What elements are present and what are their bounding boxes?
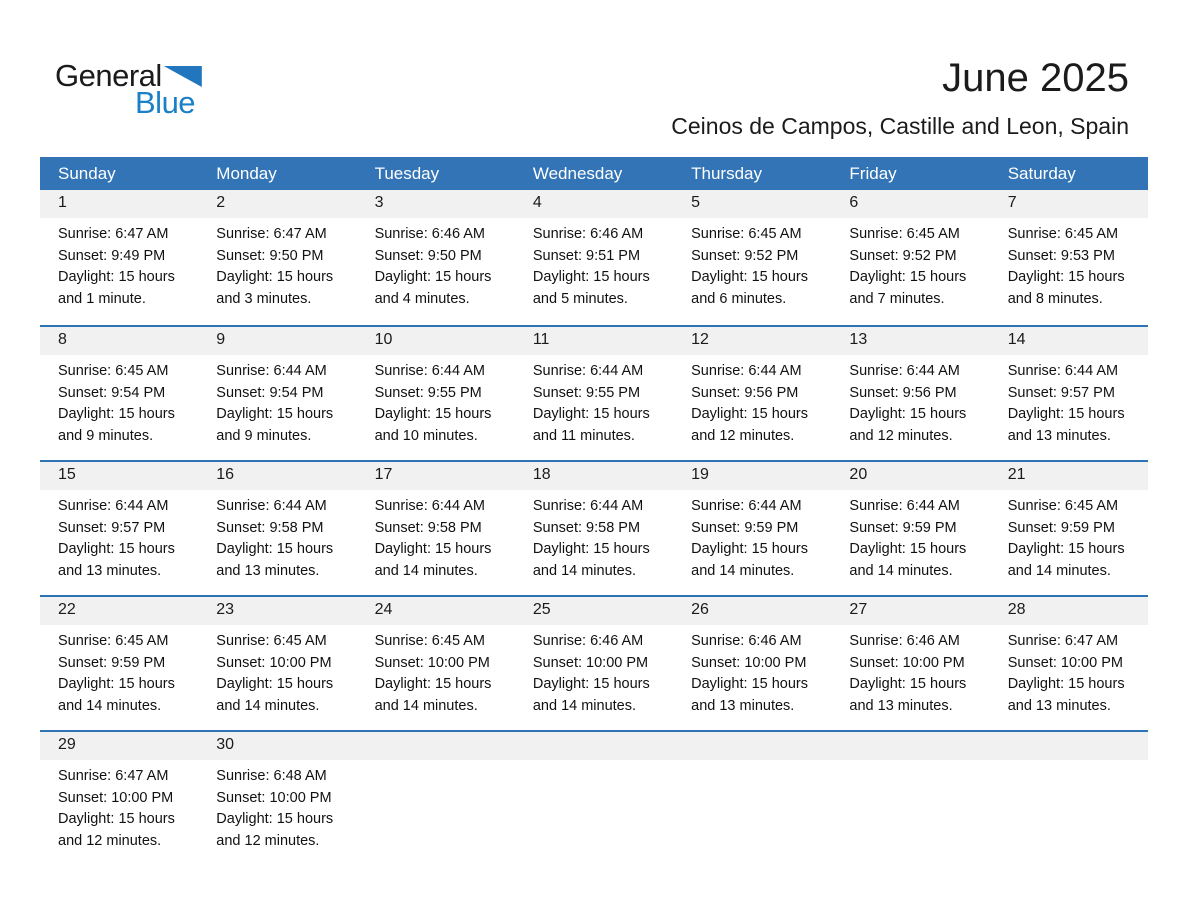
day-cell bbox=[357, 462, 515, 595]
day-info bbox=[990, 355, 1148, 448]
day-number: 8 bbox=[40, 327, 198, 355]
day-number: 4 bbox=[515, 190, 673, 218]
empty-day-cell bbox=[831, 732, 989, 865]
daylight-text-line2: and 14 minutes. bbox=[532, 563, 637, 580]
day-info bbox=[673, 490, 831, 583]
daylight-text-line2: and 14 minutes. bbox=[216, 698, 320, 715]
day-cell bbox=[831, 190, 989, 325]
day-cell bbox=[990, 327, 1148, 460]
day-number: 21 bbox=[990, 462, 1148, 490]
daylight-text-line2: and 14 minutes. bbox=[1007, 563, 1111, 580]
daylight-text-line1: Daylight: 15 hours bbox=[374, 541, 492, 558]
day-cell bbox=[40, 597, 198, 730]
day-number: 10 bbox=[357, 327, 515, 355]
day-number bbox=[990, 732, 1148, 760]
sunset-text: Sunset: 9:57 PM bbox=[1007, 384, 1115, 401]
sunset-text: Sunset: 9:52 PM bbox=[691, 247, 799, 264]
day-info bbox=[515, 625, 673, 718]
daylight-text-line1: Daylight: 15 hours bbox=[216, 676, 334, 693]
daylight-text-line2: and 6 minutes. bbox=[691, 291, 787, 308]
day-info bbox=[357, 625, 515, 718]
sunset-text: Sunset: 9:57 PM bbox=[58, 519, 166, 536]
sunrise-text: Sunrise: 6:47 AM bbox=[216, 226, 327, 242]
day-info bbox=[198, 760, 356, 853]
daylight-text-line1: Daylight: 15 hours bbox=[216, 269, 334, 286]
sunset-text: Sunset: 9:52 PM bbox=[849, 247, 957, 264]
day-info bbox=[198, 625, 356, 718]
sunrise-text: Sunrise: 6:47 AM bbox=[1007, 633, 1119, 649]
daylight-text-line1: Daylight: 15 hours bbox=[532, 406, 650, 423]
sunset-text: Sunset: 10:00 PM bbox=[216, 654, 332, 671]
day-number: 17 bbox=[357, 462, 515, 490]
daylight-text-line2: and 14 minutes. bbox=[58, 698, 162, 715]
daylight-text-line2: and 12 minutes. bbox=[849, 428, 953, 445]
week-row bbox=[40, 730, 1148, 865]
day-info bbox=[198, 355, 356, 448]
calendar-month-title: June 2025 bbox=[942, 56, 1129, 100]
day-info bbox=[40, 490, 198, 583]
sunset-text: Sunset: 9:56 PM bbox=[849, 384, 957, 401]
day-cell bbox=[990, 597, 1148, 730]
sunset-text: Sunset: 9:50 PM bbox=[374, 247, 482, 264]
daylight-text-line2: and 4 minutes. bbox=[374, 291, 470, 308]
day-info bbox=[831, 355, 989, 448]
weekday-sunday: Sunday bbox=[58, 163, 116, 183]
day-cell bbox=[357, 597, 515, 730]
daylight-text-line2: and 12 minutes. bbox=[691, 428, 795, 445]
day-cell bbox=[515, 462, 673, 595]
daylight-text-line1: Daylight: 15 hours bbox=[691, 406, 809, 423]
day-cell bbox=[831, 327, 989, 460]
sunset-text: Sunset: 9:59 PM bbox=[58, 654, 166, 671]
day-info bbox=[831, 490, 989, 583]
daylight-text-line1: Daylight: 15 hours bbox=[216, 541, 334, 558]
day-number: 14 bbox=[990, 327, 1148, 355]
sunrise-text: Sunrise: 6:47 AM bbox=[58, 226, 169, 242]
day-cell bbox=[673, 327, 831, 460]
daylight-text-line2: and 8 minutes. bbox=[1007, 291, 1103, 308]
day-info bbox=[357, 218, 515, 311]
daylight-text-line1: Daylight: 15 hours bbox=[1007, 406, 1125, 423]
day-cell bbox=[198, 327, 356, 460]
daylight-text-line2: and 14 minutes. bbox=[691, 563, 795, 580]
sunset-text: Sunset: 9:58 PM bbox=[532, 519, 641, 536]
day-cell bbox=[990, 190, 1148, 325]
daylight-text-line1: Daylight: 15 hours bbox=[1007, 676, 1125, 693]
day-number: 5 bbox=[673, 190, 831, 218]
day-cell bbox=[40, 327, 198, 460]
day-info bbox=[40, 760, 198, 853]
sunrise-text: Sunrise: 6:44 AM bbox=[58, 498, 169, 514]
sunrise-text: Sunrise: 6:44 AM bbox=[1007, 363, 1119, 379]
day-number: 22 bbox=[40, 597, 198, 625]
daylight-text-line1: Daylight: 15 hours bbox=[58, 269, 175, 286]
day-number: 3 bbox=[357, 190, 515, 218]
sunrise-text: Sunrise: 6:45 AM bbox=[374, 633, 485, 649]
calendar-location-subtitle: Ceinos de Campos, Castille and Leon, Spain bbox=[671, 113, 1129, 139]
sunset-text: Sunset: 9:59 PM bbox=[849, 519, 957, 536]
sunrise-text: Sunrise: 6:45 AM bbox=[58, 633, 169, 649]
logo-triangle-icon bbox=[164, 66, 202, 87]
day-cell bbox=[198, 597, 356, 730]
sunset-text: Sunset: 10:00 PM bbox=[1007, 654, 1123, 671]
daylight-text-line1: Daylight: 15 hours bbox=[58, 406, 175, 423]
daylight-text-line2: and 3 minutes. bbox=[216, 291, 312, 308]
empty-day-cell bbox=[357, 732, 515, 865]
daylight-text-line2: and 9 minutes. bbox=[58, 428, 154, 445]
daylight-text-line1: Daylight: 15 hours bbox=[58, 676, 175, 693]
daylight-text-line2: and 14 minutes. bbox=[532, 698, 637, 715]
sunrise-text: Sunrise: 6:44 AM bbox=[374, 498, 485, 514]
day-number: 25 bbox=[515, 597, 673, 625]
sunrise-text: Sunrise: 6:46 AM bbox=[532, 226, 644, 242]
day-info bbox=[357, 490, 515, 583]
sunset-text: Sunset: 9:59 PM bbox=[1007, 519, 1115, 536]
daylight-text-line1: Daylight: 15 hours bbox=[58, 541, 175, 558]
daylight-text-line2: and 14 minutes. bbox=[849, 563, 953, 580]
day-info bbox=[40, 218, 198, 311]
daylight-text-line1: Daylight: 15 hours bbox=[1007, 541, 1125, 558]
calendar-grid bbox=[40, 157, 1148, 865]
daylight-text-line2: and 13 minutes. bbox=[1007, 698, 1111, 715]
day-cell bbox=[673, 462, 831, 595]
sunset-text: Sunset: 9:53 PM bbox=[1007, 247, 1115, 264]
day-number: 6 bbox=[831, 190, 989, 218]
day-info bbox=[673, 625, 831, 718]
day-number: 20 bbox=[831, 462, 989, 490]
empty-day-cell bbox=[515, 732, 673, 865]
day-info bbox=[198, 490, 356, 583]
day-info bbox=[831, 625, 989, 718]
day-number: 15 bbox=[40, 462, 198, 490]
daylight-text-line2: and 13 minutes. bbox=[691, 698, 795, 715]
daylight-text-line1: Daylight: 15 hours bbox=[849, 406, 967, 423]
daylight-text-line2: and 13 minutes. bbox=[58, 563, 162, 580]
daylight-text-line2: and 7 minutes. bbox=[849, 291, 945, 308]
day-number: 26 bbox=[673, 597, 831, 625]
day-cell bbox=[831, 597, 989, 730]
sunset-text: Sunset: 9:50 PM bbox=[216, 247, 324, 264]
daylight-text-line2: and 13 minutes. bbox=[849, 698, 953, 715]
sunrise-text: Sunrise: 6:44 AM bbox=[849, 498, 960, 514]
daylight-text-line1: Daylight: 15 hours bbox=[532, 541, 650, 558]
sunrise-text: Sunrise: 6:47 AM bbox=[58, 768, 169, 784]
day-number: 27 bbox=[831, 597, 989, 625]
sunrise-text: Sunrise: 6:44 AM bbox=[532, 363, 644, 379]
daylight-text-line2: and 12 minutes. bbox=[58, 833, 162, 850]
logo-text-blue: Blue bbox=[135, 85, 196, 120]
day-cell bbox=[357, 190, 515, 325]
sunrise-text: Sunrise: 6:45 AM bbox=[849, 226, 960, 242]
day-info bbox=[515, 490, 673, 583]
day-number: 7 bbox=[990, 190, 1148, 218]
day-info bbox=[673, 218, 831, 311]
week-row bbox=[40, 595, 1148, 730]
sunrise-text: Sunrise: 6:46 AM bbox=[691, 633, 802, 649]
daylight-text-line2: and 14 minutes. bbox=[374, 563, 478, 580]
daylight-text-line1: Daylight: 15 hours bbox=[216, 406, 334, 423]
day-number: 9 bbox=[198, 327, 356, 355]
sunrise-text: Sunrise: 6:48 AM bbox=[216, 768, 327, 784]
week-row bbox=[40, 190, 1148, 325]
day-cell bbox=[515, 327, 673, 460]
daylight-text-line1: Daylight: 15 hours bbox=[374, 269, 492, 286]
daylight-text-line1: Daylight: 15 hours bbox=[58, 811, 175, 828]
sunrise-text: Sunrise: 6:46 AM bbox=[532, 633, 644, 649]
day-info bbox=[831, 218, 989, 311]
day-info bbox=[515, 355, 673, 448]
day-info bbox=[515, 218, 673, 311]
daylight-text-line1: Daylight: 15 hours bbox=[216, 811, 334, 828]
sunrise-text: Sunrise: 6:44 AM bbox=[691, 498, 802, 514]
day-cell bbox=[831, 462, 989, 595]
sunset-text: Sunset: 10:00 PM bbox=[374, 654, 490, 671]
day-number: 1 bbox=[40, 190, 198, 218]
day-number: 23 bbox=[198, 597, 356, 625]
sunset-text: Sunset: 10:00 PM bbox=[58, 789, 174, 806]
sunrise-text: Sunrise: 6:45 AM bbox=[1007, 226, 1119, 242]
day-info bbox=[673, 355, 831, 448]
day-number bbox=[831, 732, 989, 760]
daylight-text-line1: Daylight: 15 hours bbox=[1007, 269, 1125, 286]
daylight-text-line2: and 11 minutes. bbox=[532, 428, 635, 445]
sunset-text: Sunset: 10:00 PM bbox=[532, 654, 649, 671]
sunrise-text: Sunrise: 6:44 AM bbox=[216, 363, 327, 379]
sunset-text: Sunset: 10:00 PM bbox=[849, 654, 965, 671]
day-info bbox=[40, 625, 198, 718]
day-info bbox=[990, 218, 1148, 311]
day-number: 19 bbox=[673, 462, 831, 490]
day-number: 13 bbox=[831, 327, 989, 355]
daylight-text-line2: and 5 minutes. bbox=[532, 291, 628, 308]
day-cell bbox=[990, 462, 1148, 595]
sunrise-text: Sunrise: 6:44 AM bbox=[532, 498, 644, 514]
sunrise-text: Sunrise: 6:44 AM bbox=[849, 363, 960, 379]
day-number: 29 bbox=[40, 732, 198, 760]
day-cell bbox=[40, 190, 198, 325]
day-number: 30 bbox=[198, 732, 356, 760]
daylight-text-line1: Daylight: 15 hours bbox=[849, 541, 967, 558]
weekday-monday: Monday bbox=[216, 163, 277, 183]
day-number: 11 bbox=[515, 327, 673, 355]
day-info bbox=[990, 625, 1148, 718]
daylight-text-line1: Daylight: 15 hours bbox=[849, 676, 967, 693]
sunset-text: Sunset: 9:58 PM bbox=[216, 519, 324, 536]
day-number: 16 bbox=[198, 462, 356, 490]
daylight-text-line2: and 12 minutes. bbox=[216, 833, 320, 850]
day-number: 12 bbox=[673, 327, 831, 355]
day-cell bbox=[515, 190, 673, 325]
daylight-text-line2: and 10 minutes. bbox=[374, 428, 478, 445]
weekday-saturday: Saturday bbox=[1007, 163, 1076, 183]
day-number: 28 bbox=[990, 597, 1148, 625]
weekday-friday: Friday bbox=[849, 163, 897, 183]
general-blue-logo bbox=[55, 60, 255, 120]
sunset-text: Sunset: 9:51 PM bbox=[532, 247, 641, 264]
sunset-text: Sunset: 10:00 PM bbox=[216, 789, 332, 806]
sunset-text: Sunset: 9:54 PM bbox=[58, 384, 166, 401]
weekday-tuesday: Tuesday bbox=[374, 163, 440, 183]
page-header bbox=[40, 0, 1148, 157]
sunrise-text: Sunrise: 6:45 AM bbox=[1007, 498, 1119, 514]
title-block bbox=[429, 0, 1129, 138]
daylight-text-line1: Daylight: 15 hours bbox=[374, 676, 492, 693]
day-number: 18 bbox=[515, 462, 673, 490]
sunrise-text: Sunrise: 6:44 AM bbox=[216, 498, 327, 514]
daylight-text-line1: Daylight: 15 hours bbox=[691, 541, 809, 558]
sunset-text: Sunset: 9:59 PM bbox=[691, 519, 799, 536]
daylight-text-line2: and 1 minute. bbox=[58, 291, 146, 308]
weekday-header-row bbox=[40, 157, 1148, 190]
daylight-text-line1: Daylight: 15 hours bbox=[374, 406, 492, 423]
day-number bbox=[673, 732, 831, 760]
sunset-text: Sunset: 9:55 PM bbox=[532, 384, 641, 401]
empty-day-cell bbox=[990, 732, 1148, 865]
week-row bbox=[40, 325, 1148, 460]
day-number: 24 bbox=[357, 597, 515, 625]
day-cell bbox=[515, 597, 673, 730]
day-cell bbox=[40, 732, 198, 865]
daylight-text-line1: Daylight: 15 hours bbox=[691, 269, 809, 286]
day-cell bbox=[673, 190, 831, 325]
sunrise-text: Sunrise: 6:46 AM bbox=[849, 633, 960, 649]
day-number bbox=[357, 732, 515, 760]
sunset-text: Sunset: 10:00 PM bbox=[691, 654, 807, 671]
daylight-text-line2: and 13 minutes. bbox=[216, 563, 320, 580]
daylight-text-line2: and 14 minutes. bbox=[374, 698, 478, 715]
day-cell bbox=[198, 732, 356, 865]
sunrise-text: Sunrise: 6:44 AM bbox=[374, 363, 485, 379]
sunset-text: Sunset: 9:58 PM bbox=[374, 519, 482, 536]
day-cell bbox=[40, 462, 198, 595]
day-info bbox=[198, 218, 356, 311]
sunset-text: Sunset: 9:55 PM bbox=[374, 384, 482, 401]
daylight-text-line1: Daylight: 15 hours bbox=[849, 269, 967, 286]
day-cell bbox=[198, 462, 356, 595]
weekday-wednesday: Wednesday bbox=[532, 163, 623, 183]
sunrise-text: Sunrise: 6:45 AM bbox=[691, 226, 802, 242]
sunrise-text: Sunrise: 6:45 AM bbox=[58, 363, 169, 379]
day-cell bbox=[198, 190, 356, 325]
day-cell bbox=[673, 597, 831, 730]
week-row bbox=[40, 460, 1148, 595]
sunset-text: Sunset: 9:56 PM bbox=[691, 384, 799, 401]
sunrise-text: Sunrise: 6:45 AM bbox=[216, 633, 327, 649]
empty-day-cell bbox=[673, 732, 831, 865]
sunset-text: Sunset: 9:49 PM bbox=[58, 247, 166, 264]
day-info bbox=[40, 355, 198, 448]
logo-word-general: General bbox=[55, 58, 162, 93]
sunrise-text: Sunrise: 6:46 AM bbox=[374, 226, 485, 242]
sunset-text: Sunset: 9:54 PM bbox=[216, 384, 324, 401]
day-info bbox=[990, 490, 1148, 583]
day-number bbox=[515, 732, 673, 760]
daylight-text-line1: Daylight: 15 hours bbox=[532, 269, 650, 286]
day-info bbox=[357, 355, 515, 448]
sunrise-text: Sunrise: 6:44 AM bbox=[691, 363, 802, 379]
weekday-thursday: Thursday bbox=[691, 163, 763, 183]
daylight-text-line2: and 9 minutes. bbox=[216, 428, 312, 445]
calendar-weeks bbox=[40, 190, 1148, 865]
daylight-text-line1: Daylight: 15 hours bbox=[532, 676, 650, 693]
day-cell bbox=[357, 327, 515, 460]
daylight-text-line1: Daylight: 15 hours bbox=[691, 676, 809, 693]
day-number: 2 bbox=[198, 190, 356, 218]
daylight-text-line2: and 13 minutes. bbox=[1007, 428, 1111, 445]
